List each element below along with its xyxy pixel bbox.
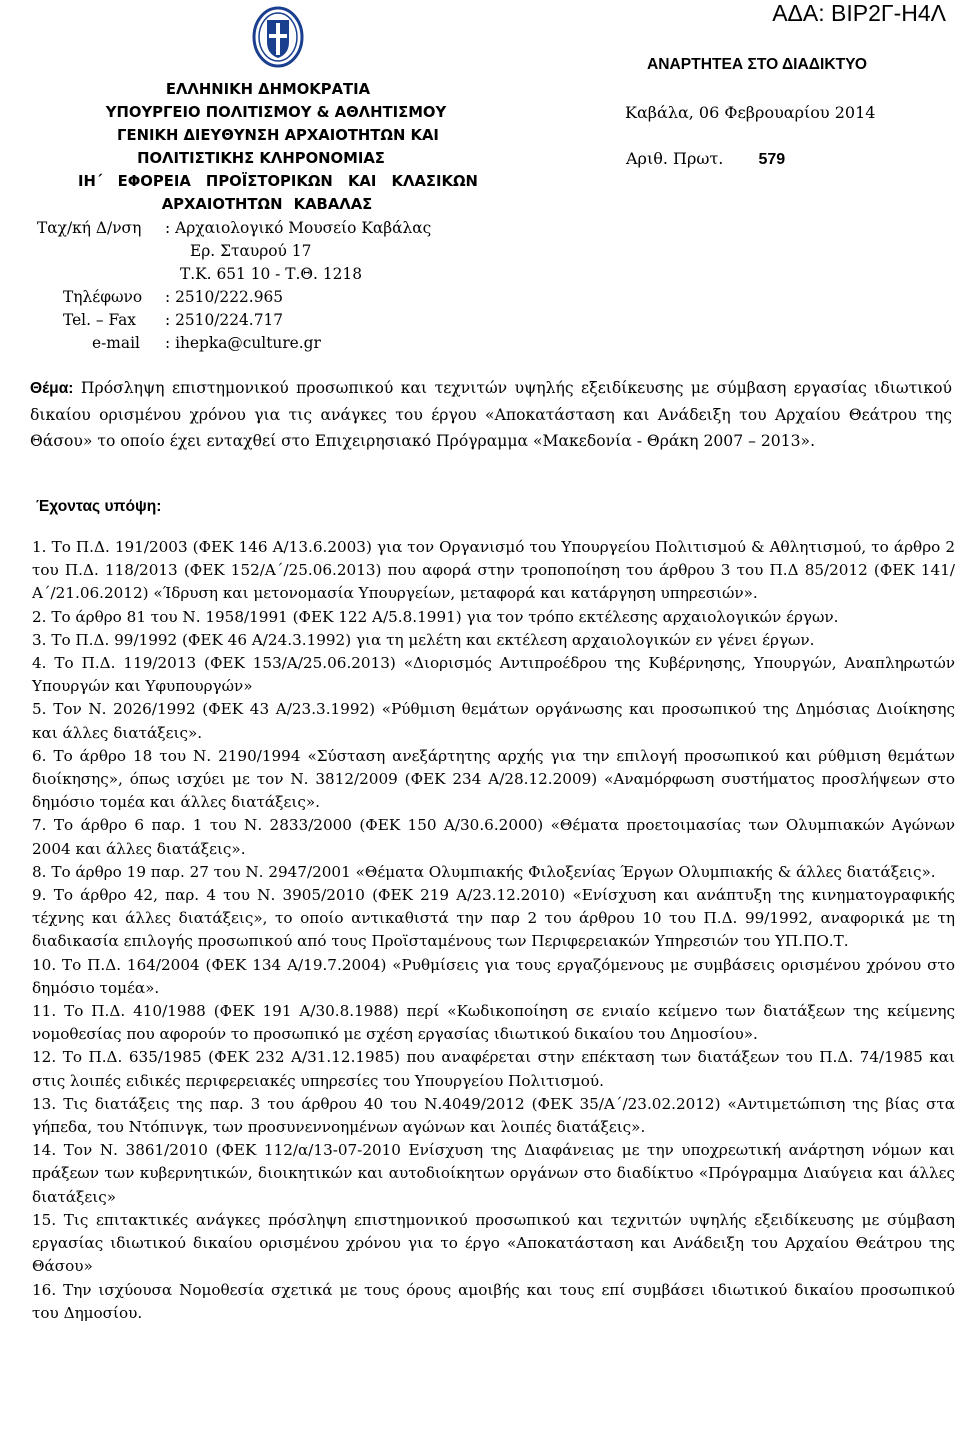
reference-item bbox=[30, 629, 955, 652]
reference-item bbox=[30, 814, 955, 860]
reference-number: 15. bbox=[32, 1210, 57, 1229]
reference-text: Το Π.Δ. 99/1992 (ΦΕΚ 46 Α/24.3.1992) για τη μελέτη και εκτέλεση αρχαιολογικών εν γένει έργων. bbox=[51, 630, 815, 649]
reference-item bbox=[30, 1093, 955, 1139]
protocol-value: 579 bbox=[758, 151, 786, 168]
fax-label: Tel. – Fax bbox=[63, 311, 136, 329]
reference-text: Τον Ν. 3861/2010 (ΦΕΚ 112/α/13-07-2010 Ενίσχυση της Διαφάνειας με την υποχρεωτική ανάρτηση νόμων και πράξεων των κυβερνητικών, διοικητικών και αυτοδιοίκητων οργάνων στο διαδίκτυο «Πρόγραμμα Διαύγεια και άλλες διατάξεις» bbox=[32, 1141, 956, 1206]
subject-paragraph bbox=[30, 375, 952, 455]
header-line-6: ΑΡΧΑΙΟΤΗΤΩΝ ΚΑΒΑΛΑΣ bbox=[161, 196, 373, 213]
header-line-5: ΙΗ΄ ΕΦΟΡΕΙΑ ΠΡΟΪΣΤΟΡΙΚΩΝ ΚΑΙ ΚΛΑΣΙΚΩΝ bbox=[78, 173, 478, 190]
reference-text: Το Π.Δ. 410/1988 (ΦΕΚ 191 Α/30.8.1988) περί «Κωδικοποίηση σε ενιαίο κείμενο των διατάξεων της κείμενης νομοθεσίας που αφορούν το προσωπικό με σχέση εργασίας ιδιωτικού δικαίου του Δημοσίου». bbox=[32, 1002, 955, 1044]
protocol-number bbox=[626, 149, 785, 169]
reference-item bbox=[30, 606, 955, 629]
reference-number: 5. bbox=[32, 700, 47, 719]
reference-text: Τον Ν. 2026/1992 (ΦΕΚ 43 Α/23.3.1992) «Ρύθμιση θεμάτων οργάνωσης και προσωπικού της Δημόσιας Διοίκησης και άλλες διατάξεις». bbox=[32, 700, 955, 742]
address-line-3: Τ.Κ. 651 10 - Τ.Θ. 1218 bbox=[180, 265, 363, 283]
reference-text: Το άρθρο 81 του Ν. 1958/1991 (ΦΕΚ 122 Α/5.8.1991) για τον τρόπο εκτέλεσης αρχαιολογικών έργων. bbox=[51, 607, 839, 626]
reference-text: Το Π.Δ. 635/1985 (ΦΕΚ 232 Α/31.12.1985) που αναφέρεται στην επέκταση των διατάξεων του Π.Δ. 74/1985 και στις λοιπές ειδικές περιφερειακές υπηρεσίες του Υπουργείου Πολιτισμού. bbox=[32, 1048, 955, 1090]
reference-item bbox=[30, 698, 955, 744]
reference-item bbox=[30, 1000, 955, 1046]
reference-number: 13. bbox=[32, 1094, 57, 1113]
reference-text: Το άρθρο 18 του Ν. 2190/1994 «Σύσταση ανεξάρτητης αρχής για την επιλογή προσωπικού και ρύθμιση θεμάτων διοίκησης», όπως ισχύει με τον Ν. 3812/2009 (ΦΕΚ 234 Α/28.12.2009) «Αναμόρφωση συστήματος προσλήψεων στο δημόσιο τομέα και άλλες διατάξεις». bbox=[32, 746, 955, 812]
reference-number: 4. bbox=[32, 654, 47, 673]
reference-number: 1. bbox=[32, 538, 47, 556]
phone-value: : 2510/222.965 bbox=[165, 288, 284, 306]
reference-item bbox=[30, 536, 955, 606]
reference-text: Τις επιτακτικές ανάγκες πρόσληψη επιστημονικού προσωπικού και τεχνιτών υψηλής εξειδίκευσης με σύμβαση εργασίας ιδιωτικού δικαίου ορισμένου χρόνου για το έργο «Αποκατάσταση και Ανάδειξη του Αρχαίου Θεάτρου της Θάσου» bbox=[32, 1210, 956, 1276]
reference-text: Την ισχύουσα Νομοθεσία σχετικά με τους όρους αμοιβής και τους επί συμβάσει ιδιωτικού δικαίου προσωπικού του Δημοσίου. bbox=[32, 1280, 955, 1322]
subject-text: Πρόσληψη επιστημονικού προσωπικού και τεχνιτών υψηλής εξειδίκευσης με σύμβαση εργασίας ιδιωτικού δικαίου ορισμένου χρόνου για τις ανάγκες του έργου «Αποκατάσταση και Ανάδειξη του Αρχαίου Θεάτρου της Θάσου» το οποίο έχει ενταχθεί στο Επιχειρησιακό Πρόγραμμα «Μακεδονία - Θράκη 2007 – 2013». bbox=[30, 379, 952, 451]
reference-item bbox=[30, 745, 955, 815]
greek-emblem-icon bbox=[252, 6, 304, 68]
place-date: Καβάλα, 06 Φεβρουαρίου 2014 bbox=[625, 103, 876, 122]
reference-number: 7. bbox=[32, 816, 47, 835]
reference-number: 12. bbox=[32, 1048, 57, 1067]
reference-number: 3. bbox=[32, 630, 47, 649]
reference-number: 6. bbox=[32, 746, 47, 765]
reference-number: 14. bbox=[32, 1141, 57, 1160]
reference-item bbox=[30, 1046, 955, 1092]
ada-code: ΑΔΑ: ΒΙΡ2Γ-Η4Λ bbox=[772, 0, 946, 26]
email-value[interactable]: : ihepka@culture.gr bbox=[165, 334, 321, 352]
email-label: e-mail bbox=[92, 334, 140, 352]
reference-number: 9. bbox=[32, 886, 47, 905]
address-line-2: Ερ. Σταυρού 17 bbox=[190, 242, 312, 260]
reference-item bbox=[30, 1279, 955, 1325]
header-line-1: ΕΛΛΗΝΙΚΗ ΔΗΜΟΚΡΑΤΙΑ bbox=[165, 81, 371, 98]
reference-text: Το Π.Δ. 119/2013 (ΦΕΚ 153/Α/25.06.2013) «Διορισμός Αντιπροέδρου της Κυβέρνησης, Υπουργών, Αναπληρωτών Υπουργών και Υφυπουργών» bbox=[32, 654, 955, 696]
reference-item bbox=[30, 884, 955, 954]
posting-notice: ΑΝΑΡΤΗΤΕΑ ΣΤΟ ΔΙΑΔΙΚΤΥΟ bbox=[647, 56, 868, 73]
reference-item bbox=[30, 652, 955, 698]
reference-text: Τις διατάξεις της παρ. 3 του άρθρου 40 του Ν.4049/2012 (ΦΕΚ 35/Α΄/23.02.2012) «Αντιμετώπιση της βίας στα γήπεδα, του Ντόπινγκ, των προσυνεννοημένων αγώνων και λοιπές διατάξεις». bbox=[32, 1094, 956, 1137]
fax-value: : 2510/224.717 bbox=[165, 311, 284, 329]
reference-text: Το Π.Δ. 164/2004 (ΦΕΚ 134 Α/19.7.2004) «Ρυθμίσεις για τους εργαζόμενους με συμβάσεις ορισμένου χρόνου στο δημόσιο τομέα». bbox=[32, 955, 956, 997]
reference-text: Το άρθρο 6 παρ. 1 του Ν. 2833/2000 (ΦΕΚ 150 Α/30.6.2000) «Θέματα προετοιμασίας των Ολυμπιακών Αγώνων 2004 και άλλες διατάξεις». bbox=[32, 816, 956, 858]
reference-number: 10. bbox=[32, 955, 57, 974]
reference-item bbox=[30, 861, 955, 884]
phone-label: Τηλέφωνο bbox=[63, 288, 143, 306]
header-line-3: ΓΕΝΙΚΗ ΔΙΕΥΘΥΝΣΗ ΑΡΧΑΙΟΤΗΤΩΝ ΚΑΙ bbox=[117, 127, 439, 144]
header-line-2: ΥΠΟΥΡΓΕΙΟ ΠΟΛΙΤΙΣΜΟΥ & ΑΘΛΗΤΙΣΜΟΥ bbox=[105, 104, 447, 121]
reference-number: 8. bbox=[32, 862, 47, 881]
reference-text: Το άρθρο 42, παρ. 4 του Ν. 3905/2010 (ΦΕΚ 219 Α/23.12.2010) «Ενίσχυση και ανάπτυξη της κινηματογραφικής τέχνης και άλλες διατάξεις», το οποίο αντικαθιστά την παρ 2 του άρθρου 10 του Π.Δ. 99/1992, αναφορικά με τη διαδικασία επιλογής προσωπικού από τους Προϊσταμένους των Περιφερειακών Υπηρεσιών του ΥΠ.ΠΟ.Τ. bbox=[32, 886, 956, 951]
reference-text: Το Π.Δ. 191/2003 (ΦΕΚ 146 Α/13.6.2003) για τον Οργανισμό του Υπουργείου Πολιτισμού & Αθλητισμού, το άρθρο 2 του Π.Δ. 118/2013 (ΦΕΚ 152/Α΄/25.06.2013) που αφορά στην τροποποίηση του άρθρου 3 του Π.Δ 85/2012 (ΦΕΚ 141/Α΄/21.06.2012) «Ίδρυση και μετονομασία Υπουργείων, μεταφορά και κατάργηση υπηρεσιών». bbox=[32, 538, 956, 603]
reference-number: 11. bbox=[32, 1002, 57, 1021]
reference-item bbox=[30, 1139, 955, 1209]
header-line-4: ΠΟΛΙΤΙΣΤΙΚΗΣ ΚΛΗΡΟΝΟΜΙΑΣ bbox=[137, 150, 385, 167]
reference-item bbox=[30, 954, 955, 1000]
reference-number: 2. bbox=[32, 607, 47, 626]
subject-label: Θέμα: bbox=[30, 380, 74, 397]
address-label: Ταχ/κή Δ/νση bbox=[37, 219, 142, 237]
protocol-label: Αριθ. Πρωτ. bbox=[626, 149, 724, 168]
reference-text: Το άρθρο 19 παρ. 27 του Ν. 2947/2001 «Θέματα Ολυμπιακής Φιλοξενίας Έργων Ολυμπιακής & άλλες διατάξεις». bbox=[51, 862, 936, 881]
reference-item bbox=[30, 1209, 955, 1279]
reference-number: 16. bbox=[32, 1280, 57, 1299]
considering-heading: Έχοντας υπόψη: bbox=[36, 498, 162, 515]
references-list bbox=[30, 536, 955, 1325]
address-line-1: : Αρχαιολογικό Μουσείο Καβάλας bbox=[165, 219, 432, 237]
